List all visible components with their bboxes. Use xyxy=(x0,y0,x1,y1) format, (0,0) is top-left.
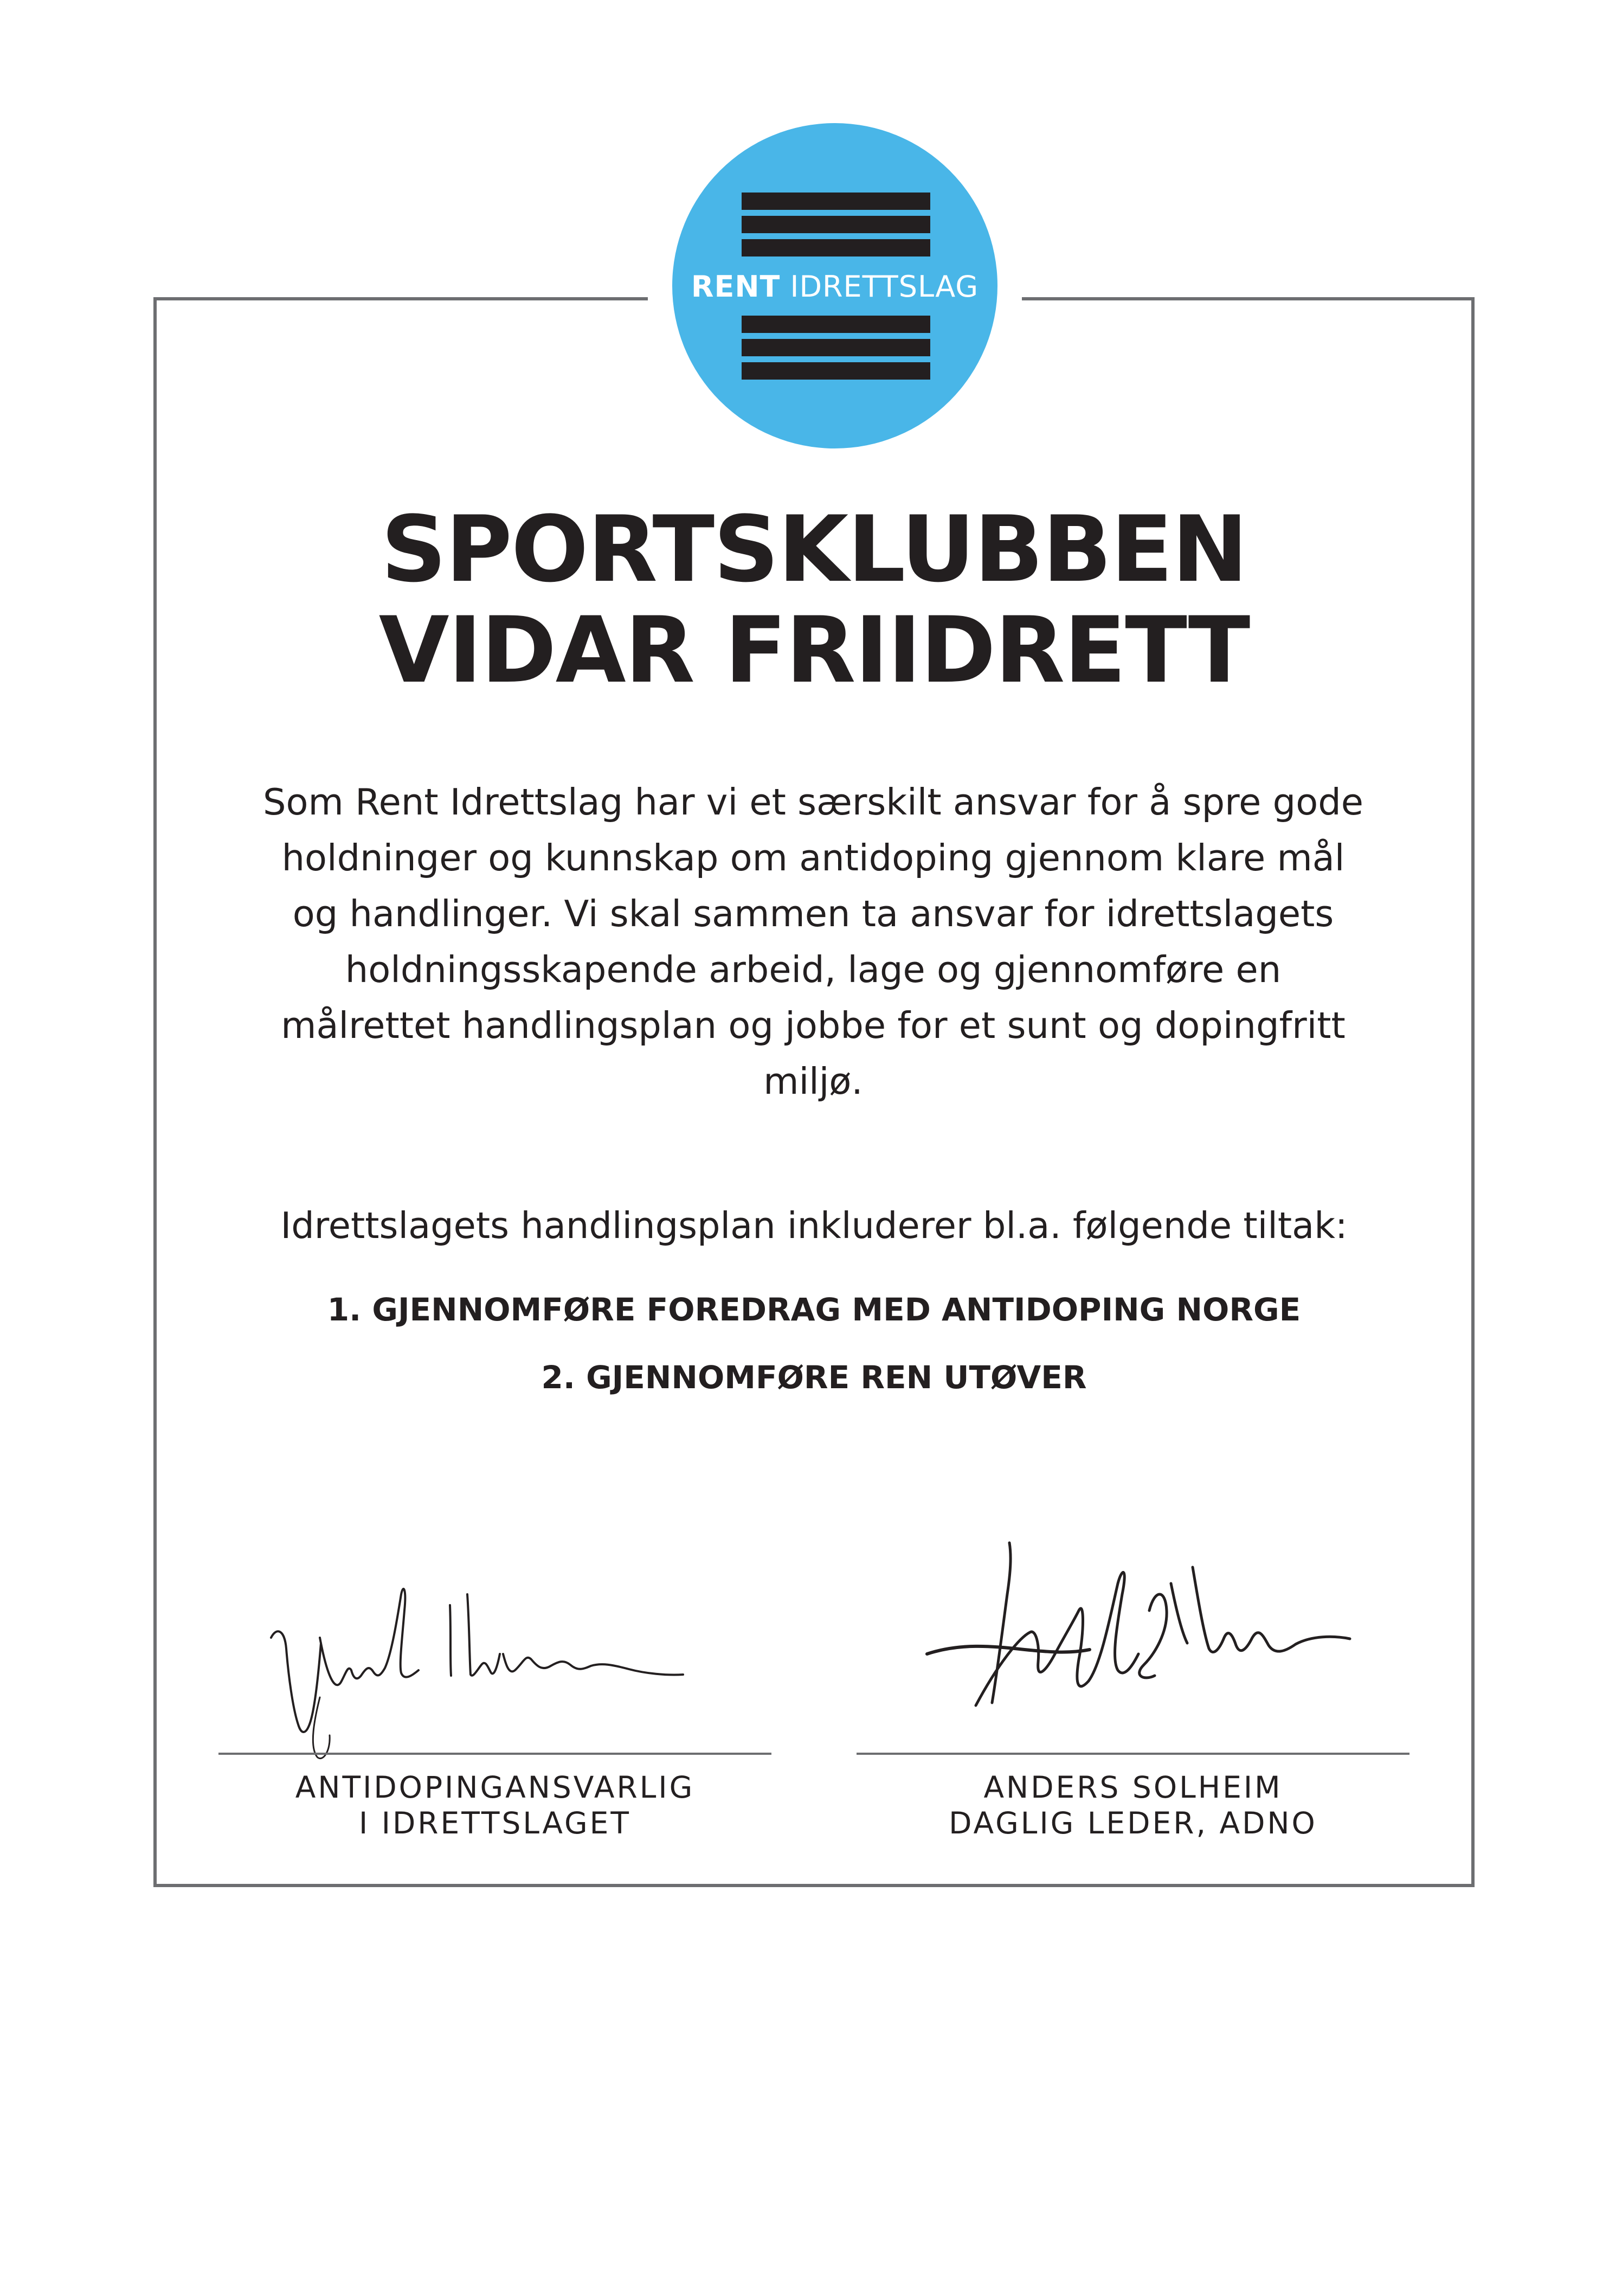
logo-word-rent: RENT xyxy=(691,270,781,304)
logo-bar xyxy=(742,316,930,333)
left-signature-caption xyxy=(218,1769,771,1841)
club-title-line1: SPORTSKLUBBEN xyxy=(381,496,1247,602)
plan-intro: Idrettslagets handlingsplan inkluderer bl.a. følgende tiltak: xyxy=(280,1204,1348,1247)
left-signature xyxy=(255,1573,732,1779)
left-signature-line xyxy=(218,1753,771,1755)
logo-bar xyxy=(742,362,930,380)
left-signature-org: I IDRETTSLAGET xyxy=(359,1806,631,1840)
intro-line: Som Rent Idrettslag har vi et særskilt ansvar for å spre gode xyxy=(263,781,1363,823)
right-signature-name: ANDERS SOLHEIM xyxy=(983,1770,1283,1805)
measure-item: 1. GJENNOMFØRE FOREDRAG MED ANTIDOPING NORGE xyxy=(327,1291,1301,1328)
logo-bar xyxy=(742,339,930,356)
intro-line: og handlinger. Vi skal sammen ta ansvar for idrettslagets xyxy=(292,893,1334,935)
logo-text xyxy=(672,271,997,303)
intro-paragraph xyxy=(206,774,1420,1109)
right-signature-line xyxy=(857,1753,1409,1755)
logo-bar xyxy=(742,239,930,256)
intro-line: holdningsskapende arbeid, lage og gjennomføre en xyxy=(345,948,1282,991)
rent-idrettslag-logo xyxy=(672,123,997,448)
club-title xyxy=(153,496,1475,703)
logo-bar xyxy=(742,193,930,210)
right-signature xyxy=(916,1529,1361,1735)
logo-word-idrettslag: IDRETTSLAG xyxy=(790,270,979,304)
right-signature-title: DAGLIG LEDER, ADNO xyxy=(949,1806,1317,1840)
intro-line: holdninger og kunnskap om antidoping gjennom klare mål xyxy=(281,837,1345,879)
intro-line: miljø. xyxy=(763,1060,863,1102)
left-signature-role: ANTIDOPINGANSVARLIG xyxy=(295,1770,695,1805)
club-title-line2: VIDAR FRIIDRETT xyxy=(378,597,1250,703)
measure-item: 2. GJENNOMFØRE REN UTØVER xyxy=(541,1359,1087,1396)
intro-line: målrettet handlingsplan og jobbe for et sunt og dopingfritt xyxy=(281,1004,1346,1047)
right-signature-caption xyxy=(857,1769,1409,1841)
logo-bar xyxy=(742,216,930,233)
